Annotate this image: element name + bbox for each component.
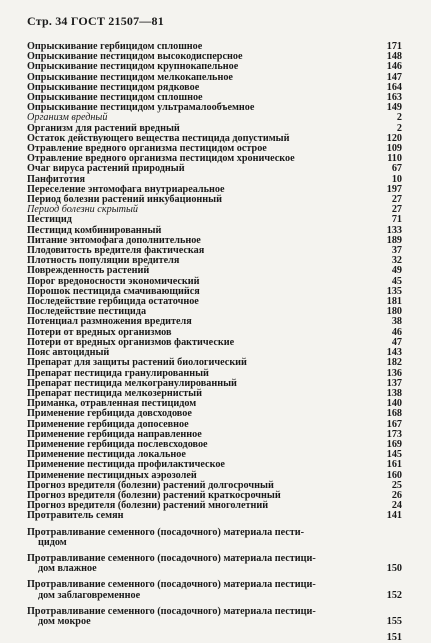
entry-term-text: Плотность популяции вредителя bbox=[27, 255, 180, 267]
entry-page-number: 2 bbox=[396, 112, 402, 124]
entry-term-text: Организм для растений вредный bbox=[27, 122, 180, 134]
entry-term-text: Применение пестицидных аэрозолей bbox=[27, 469, 197, 481]
entry-page-number: 27 bbox=[391, 194, 402, 206]
entry-term-continuation: дом мокрое bbox=[38, 615, 91, 627]
entry-page-number: 24 bbox=[391, 500, 402, 512]
entry-page-number: 45 bbox=[391, 275, 402, 287]
entry-page-number: 137 bbox=[386, 377, 402, 389]
entry-term-text: Плодовитость вредителя фактическая bbox=[27, 245, 205, 257]
entry-term-text: Порошок пестицида смачивающийся bbox=[27, 285, 200, 297]
entry-term-text: Приманка, отравленная пестицидом bbox=[27, 398, 197, 410]
index-entry bbox=[27, 580, 402, 600]
entry-page-number: 168 bbox=[386, 408, 402, 420]
entry-page-number: 155 bbox=[386, 615, 402, 627]
entry-term-text: Очаг вируса растений природный bbox=[27, 163, 185, 175]
entry-term-text: Пестицид комбинированный bbox=[27, 224, 162, 236]
entry-term-text: Опрыскивание пестицидом крупнокапельное bbox=[27, 61, 239, 73]
entry-page-number: 141 bbox=[386, 510, 402, 522]
entry-page-number: 32 bbox=[391, 255, 402, 267]
entry-page-number: 135 bbox=[386, 285, 402, 297]
entry-page-number: 189 bbox=[386, 234, 402, 246]
entry-page-number: 148 bbox=[386, 51, 402, 63]
entry-term-text: Опрыскивание пестицидом сплошное bbox=[27, 92, 203, 104]
entry-page-number: 163 bbox=[386, 92, 402, 104]
entry-term bbox=[27, 528, 370, 548]
entry-term-text: Переселение энтомофага внутриареальное bbox=[27, 183, 225, 195]
entry-page-number: 146 bbox=[386, 61, 402, 73]
entry-page-number: 149 bbox=[386, 102, 402, 114]
entry-page-number: 182 bbox=[386, 357, 402, 369]
entry-page-number: 164 bbox=[386, 81, 402, 93]
entry-term bbox=[27, 205, 370, 215]
entry-term bbox=[27, 607, 370, 627]
entry-term-text: Потери от вредных организмов bbox=[27, 326, 172, 338]
entry-term-text: Поврежденность растений bbox=[27, 265, 150, 277]
entry-page-number: 10 bbox=[391, 173, 402, 185]
entry-term-text: Опрыскивание гербицидом сплошное bbox=[27, 41, 203, 52]
entry-page-number: 180 bbox=[386, 306, 402, 318]
entry-term-text: Прогноз вредителя (болезни) растений многолетний bbox=[27, 500, 269, 512]
entry-term-text: Препарат пестицида мелкогранулированный bbox=[27, 377, 237, 389]
entry-term-text: Протравливание семенного (посадочного) материала пестици- bbox=[27, 579, 316, 591]
entry-term-text: Применение гербицида довсходовое bbox=[27, 408, 192, 420]
entry-term-text: Опрыскивание пестицидом рядковое bbox=[27, 81, 200, 93]
entry-page-number: 173 bbox=[386, 428, 402, 440]
entry-page-number: 67 bbox=[391, 163, 402, 175]
entry-term-text: Применение гербицида послевсходовое bbox=[27, 438, 208, 450]
entry-term-continuation: дом заблаговременное bbox=[38, 589, 141, 601]
entry-term-text: Прогноз вредителя (болезни) растений долгосрочный bbox=[27, 479, 274, 491]
entry-page-number: 169 bbox=[386, 438, 402, 450]
entry-page-number: 136 bbox=[386, 367, 402, 379]
entry-page-number: 25 bbox=[391, 479, 402, 491]
entry-term-text: Применение гербицида направленное bbox=[27, 428, 202, 440]
page-header: Стр. 34 ГОСТ 21507—81 bbox=[27, 14, 164, 28]
entry-page-number: 150 bbox=[386, 563, 402, 575]
index-entry bbox=[27, 511, 402, 521]
entry-term-text: Организм вредный bbox=[27, 112, 108, 124]
entry-term-text: Применение гербицида допосевное bbox=[27, 418, 189, 430]
index-entry bbox=[27, 205, 402, 215]
entry-term bbox=[27, 580, 370, 600]
index-entry bbox=[27, 633, 402, 643]
index-list bbox=[27, 42, 402, 643]
entry-page-number: 161 bbox=[386, 459, 402, 471]
entry-term bbox=[27, 511, 370, 521]
entry-page-number: 160 bbox=[386, 469, 402, 481]
entry-term-text: Применение пестицида профилактическое bbox=[27, 459, 225, 471]
entry-term-text: Панфитотия bbox=[27, 173, 86, 185]
entry-page-number: 171 bbox=[386, 41, 402, 52]
entry-page-number: 46 bbox=[391, 326, 402, 338]
entry-page-number: 143 bbox=[386, 347, 402, 359]
entry-term-text: Протравливание семенного (посадочного) материала пестици- bbox=[27, 552, 316, 564]
entry-term-continuation: цидом bbox=[38, 536, 67, 548]
entry-page-number: 181 bbox=[386, 296, 402, 308]
entry-page-number: 147 bbox=[386, 71, 402, 83]
entry-term-text: Отравление вредного организма пестицидом острое bbox=[27, 143, 267, 155]
entry-term bbox=[27, 554, 370, 574]
entry-term-text: Пояс автоцидный bbox=[27, 347, 110, 359]
entry-page-number: 167 bbox=[386, 418, 402, 430]
entry-term-text: Протравитель семян bbox=[27, 510, 124, 522]
entry-page-number: 2 bbox=[396, 122, 402, 134]
entry-term-text: Пестицид bbox=[27, 214, 72, 226]
entry-term-text: Остаток действующего вещества пестицида допустимый bbox=[27, 132, 290, 144]
entry-page-number: 151 bbox=[386, 632, 402, 643]
entry-term-text: Отравление вредного организма пестицидом хроническое bbox=[27, 153, 295, 165]
index-entry bbox=[27, 607, 402, 627]
entry-page-number: 140 bbox=[386, 398, 402, 410]
entry-term-text: Последействие пестицида bbox=[27, 306, 147, 318]
entry-page-number: 71 bbox=[391, 214, 402, 226]
entry-term-text: Препарат для защиты растений биологический bbox=[27, 357, 247, 369]
entry-term-text: Период болезни растений инкубационный bbox=[27, 194, 222, 206]
entry-term-text: Опрыскивание пестицидом ультрамалообъемное bbox=[27, 102, 255, 114]
entry-page-number: 26 bbox=[391, 489, 402, 501]
entry-page-number: 152 bbox=[386, 589, 402, 601]
entry-term-text: Потенциал размножения вредителя bbox=[27, 316, 192, 328]
entry-term-text: Опрыскивание пестицидом мелкокапельное bbox=[27, 71, 233, 83]
entry-page-number: 47 bbox=[391, 336, 402, 348]
entry-term-text: Прогноз вредителя (болезни) растений краткосрочный bbox=[27, 489, 281, 501]
entry-term-text: Последействие гербицида остаточное bbox=[27, 296, 199, 308]
entry-term-text: Протравливание семенного (посадочного) материала пести- bbox=[27, 526, 305, 538]
entry-page-number: 145 bbox=[386, 449, 402, 461]
entry-term-continuation: дом влажное bbox=[38, 563, 97, 575]
entry-term-text: Порог вредоносности экономический bbox=[27, 275, 200, 287]
entry-term-text: Препарат пестицида мелкозернистый bbox=[27, 387, 202, 399]
entry-page-number: 110 bbox=[387, 153, 402, 165]
index-entry bbox=[27, 528, 402, 548]
entry-page-number: 197 bbox=[386, 183, 402, 195]
entry-page-number: 37 bbox=[391, 245, 402, 257]
entry-term-text: Препарат пестицида гранулированный bbox=[27, 367, 209, 379]
entry-term-text: Питание энтомофага дополнительное bbox=[27, 234, 201, 246]
entry-page-number: 120 bbox=[386, 132, 402, 144]
entry-page-number: 133 bbox=[386, 224, 402, 236]
entry-page-number: 49 bbox=[391, 265, 402, 277]
entry-page-number: 38 bbox=[391, 316, 402, 328]
entry-term-text: Протравливание семенного (посадочного) материала пестици- bbox=[27, 605, 316, 617]
entry-term-text: Применение пестицида локальное bbox=[27, 449, 186, 461]
entry-page-number: 109 bbox=[386, 143, 402, 155]
index-entry bbox=[27, 554, 402, 574]
entry-page-number: 27 bbox=[391, 204, 402, 216]
entry-term-text: Период болезни скрытый bbox=[27, 204, 138, 216]
entry-page-number: 138 bbox=[386, 387, 402, 399]
entry-term-text: Потери от вредных организмов фактические bbox=[27, 336, 235, 348]
entry-term-text: Опрыскивание пестицидом высокодисперсное bbox=[27, 51, 243, 63]
